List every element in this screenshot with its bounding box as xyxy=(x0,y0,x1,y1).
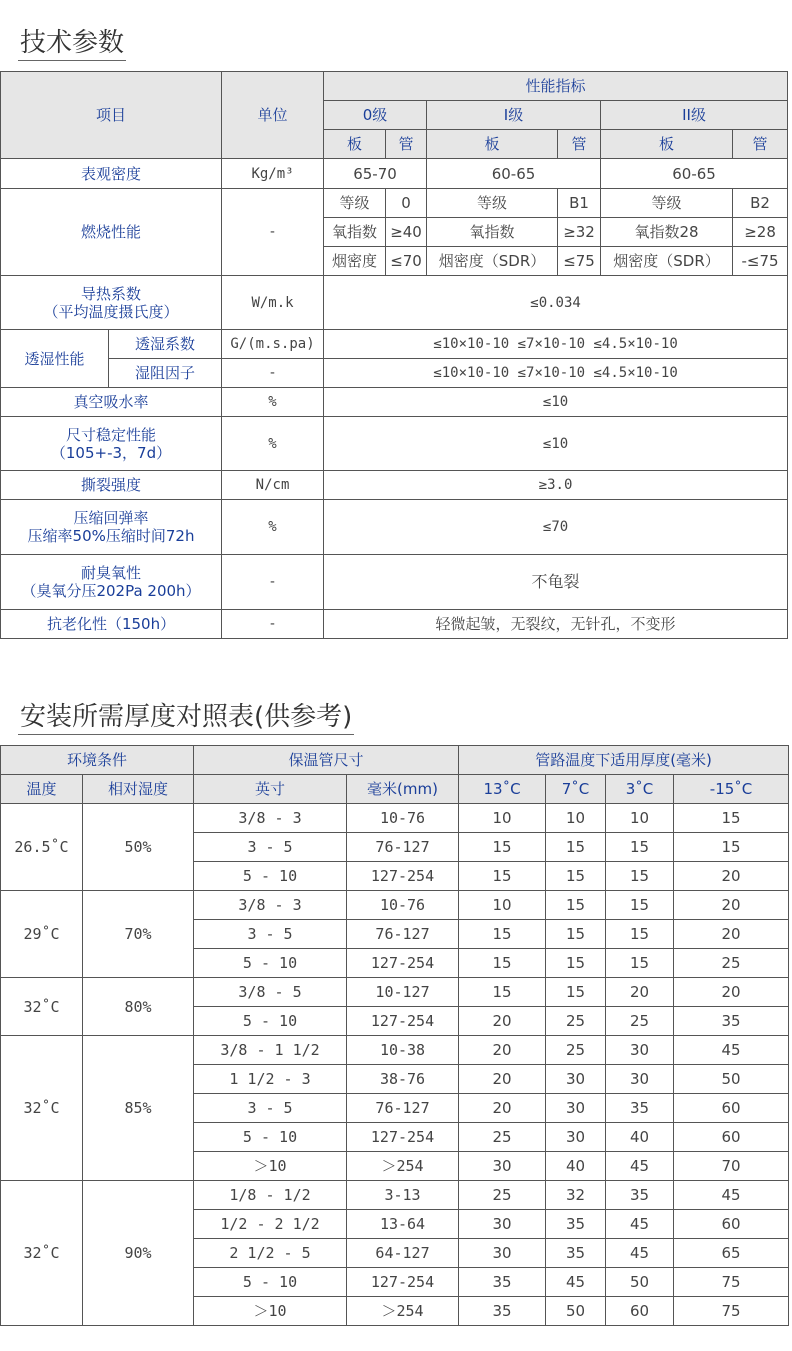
ozone-label-line2: （臭氧分压202Pa 200h） xyxy=(21,582,201,600)
burn-cell: 等级 xyxy=(427,189,558,218)
dimension-value: ≤10 xyxy=(324,417,788,471)
cell-minus15c: 15 xyxy=(674,833,789,862)
cell-13c: 10 xyxy=(459,891,546,920)
ozone-label xyxy=(1,555,222,610)
cell-3c: 15 xyxy=(606,833,674,862)
header-unit: 单位 xyxy=(222,72,324,159)
group-temperature: 26.5˚C xyxy=(1,804,83,891)
cell-inch: 5 - 10 xyxy=(194,949,347,978)
burn-cell: 烟密度（SDR） xyxy=(427,247,558,276)
dimension-label xyxy=(1,417,222,471)
table-row xyxy=(1,891,789,920)
burn-cell: 烟密度 xyxy=(324,247,386,276)
cell-7c: 15 xyxy=(546,891,606,920)
cell-13c: 10 xyxy=(459,804,546,833)
aging-label: 抗老化性（150h） xyxy=(1,610,222,639)
cell-13c: 20 xyxy=(459,1094,546,1123)
cell-minus15c: 60 xyxy=(674,1123,789,1152)
cell-mm: 3-13 xyxy=(347,1181,459,1210)
dimension-label-line1: 尺寸稳定性能 xyxy=(66,425,157,444)
cell-3c: 15 xyxy=(606,862,674,891)
cell-13c: 35 xyxy=(459,1297,546,1326)
cell-mm: 38-76 xyxy=(347,1065,459,1094)
cell-7c: 25 xyxy=(546,1007,606,1036)
header-minus15c: -15˚C xyxy=(674,775,789,804)
cell-minus15c: 75 xyxy=(674,1297,789,1326)
vacuum-unit: % xyxy=(222,388,324,417)
cell-3c: 15 xyxy=(606,920,674,949)
dimension-unit: % xyxy=(222,417,324,471)
cell-13c: 15 xyxy=(459,833,546,862)
density-grade1: 60-65 xyxy=(427,159,601,189)
compression-label-line1: 压缩回弹率 xyxy=(73,509,149,527)
tear-label: 撕裂强度 xyxy=(1,471,222,500)
cell-7c: 30 xyxy=(546,1094,606,1123)
header-inch: 英寸 xyxy=(194,775,347,804)
burn-cell: 氧指数28 xyxy=(601,218,733,247)
cell-7c: 30 xyxy=(546,1123,606,1152)
header-pipe: 管 xyxy=(386,130,427,159)
cell-mm: 10-76 xyxy=(347,804,459,833)
cell-mm: 127-254 xyxy=(347,949,459,978)
cell-3c: 15 xyxy=(606,949,674,978)
cell-7c: 40 xyxy=(546,1152,606,1181)
moisture-resist-value: ≤10×10-10 ≤7×10-10 ≤4.5×10-10 xyxy=(324,359,788,388)
group-temperature: 32˚C xyxy=(1,978,83,1036)
header-pipe: 管 xyxy=(733,130,788,159)
cell-mm: 127-254 xyxy=(347,1268,459,1297)
cell-3c: 45 xyxy=(606,1152,674,1181)
cell-7c: 15 xyxy=(546,862,606,891)
cell-13c: 15 xyxy=(459,949,546,978)
cell-3c: 30 xyxy=(606,1036,674,1065)
ozone-unit: - xyxy=(222,555,324,610)
header-3c: 3˚C xyxy=(606,775,674,804)
burn-cell: ≥32 xyxy=(558,218,601,247)
cell-13c: 20 xyxy=(459,1036,546,1065)
density-unit: Kg/m³ xyxy=(222,159,324,189)
tear-value: ≥3.0 xyxy=(324,471,788,500)
burn-cell: 烟密度（SDR） xyxy=(601,247,733,276)
cell-mm: ＞254 xyxy=(347,1152,459,1181)
cell-minus15c: 20 xyxy=(674,920,789,949)
table-row xyxy=(1,804,789,833)
header-grade-0: 0级 xyxy=(324,101,427,130)
header-board: 板 xyxy=(427,130,558,159)
cell-inch: ＞10 xyxy=(194,1297,347,1326)
header-board: 板 xyxy=(601,130,733,159)
aging-unit: - xyxy=(222,610,324,639)
cell-mm: 76-127 xyxy=(347,833,459,862)
cell-13c: 30 xyxy=(459,1239,546,1268)
cell-7c: 15 xyxy=(546,949,606,978)
burn-cell: 等级 xyxy=(324,189,386,218)
header-13c: 13˚C xyxy=(459,775,546,804)
cell-3c: 15 xyxy=(606,891,674,920)
compression-label-line2: 压缩率50%压缩时间72h xyxy=(27,527,195,545)
cell-7c: 50 xyxy=(546,1297,606,1326)
cell-3c: 35 xyxy=(606,1094,674,1123)
cell-mm: 127-254 xyxy=(347,862,459,891)
cell-minus15c: 20 xyxy=(674,978,789,1007)
cell-inch: 1 1/2 - 3 xyxy=(194,1065,347,1094)
header-pipe: 管 xyxy=(558,130,601,159)
burn-cell: 0 xyxy=(386,189,427,218)
aging-value: 轻微起皱，无裂纹，无针孔，不变形 xyxy=(324,610,788,639)
conductivity-unit: W/m.k xyxy=(222,276,324,330)
dimension-label-line2: （105+-3，7d） xyxy=(50,443,172,462)
compression-value: ≤70 xyxy=(324,500,788,555)
cell-7c: 35 xyxy=(546,1239,606,1268)
cell-mm: 13-64 xyxy=(347,1210,459,1239)
vacuum-label: 真空吸水率 xyxy=(1,388,222,417)
cell-13c: 25 xyxy=(459,1181,546,1210)
cell-minus15c: 45 xyxy=(674,1181,789,1210)
cell-13c: 15 xyxy=(459,862,546,891)
cell-mm: 10-76 xyxy=(347,891,459,920)
cell-minus15c: 15 xyxy=(674,804,789,833)
cell-minus15c: 50 xyxy=(674,1065,789,1094)
moisture-coef-unit: G/(m.s.pa) xyxy=(222,330,324,359)
burn-cell: ≥40 xyxy=(386,218,427,247)
cell-minus15c: 65 xyxy=(674,1239,789,1268)
cell-minus15c: 20 xyxy=(674,862,789,891)
cell-inch: ＞10 xyxy=(194,1152,347,1181)
conductivity-label xyxy=(1,276,222,330)
cell-7c: 10 xyxy=(546,804,606,833)
cell-7c: 30 xyxy=(546,1065,606,1094)
cell-7c: 15 xyxy=(546,833,606,862)
burn-cell: 氧指数 xyxy=(324,218,386,247)
cell-13c: 20 xyxy=(459,1065,546,1094)
header-board: 板 xyxy=(324,130,386,159)
cell-7c: 35 xyxy=(546,1210,606,1239)
cell-mm: 10-38 xyxy=(347,1036,459,1065)
burn-cell: ≤70 xyxy=(386,247,427,276)
cell-13c: 30 xyxy=(459,1210,546,1239)
density-label: 表观密度 xyxy=(1,159,222,189)
cell-minus15c: 60 xyxy=(674,1210,789,1239)
burn-cell: 氧指数 xyxy=(427,218,558,247)
compression-label xyxy=(1,500,222,555)
cell-minus15c: 75 xyxy=(674,1268,789,1297)
table-row xyxy=(1,1036,789,1065)
burn-cell: 等级 xyxy=(601,189,733,218)
cell-mm: 10-127 xyxy=(347,978,459,1007)
burn-cell: -≤75 xyxy=(733,247,788,276)
moisture-resist-label: 湿阻因子 xyxy=(109,359,222,388)
table-row xyxy=(1,978,789,1007)
cell-inch: 5 - 10 xyxy=(194,1268,347,1297)
cell-7c: 15 xyxy=(546,978,606,1007)
thickness-table xyxy=(0,745,789,1326)
table-row xyxy=(1,1181,789,1210)
cell-minus15c: 70 xyxy=(674,1152,789,1181)
cell-3c: 20 xyxy=(606,978,674,1007)
group-temperature: 32˚C xyxy=(1,1036,83,1181)
conductivity-value: ≤0.034 xyxy=(324,276,788,330)
group-humidity: 90% xyxy=(83,1181,194,1326)
cell-3c: 60 xyxy=(606,1297,674,1326)
cell-inch: 2 1/2 - 5 xyxy=(194,1239,347,1268)
ozone-value: 不龟裂 xyxy=(324,555,788,610)
density-grade0: 65-70 xyxy=(324,159,427,189)
moisture-label: 透湿性能 xyxy=(1,330,109,388)
cell-inch: 3/8 - 1 1/2 xyxy=(194,1036,347,1065)
ozone-label-line1: 耐臭氧性 xyxy=(81,564,142,582)
cell-3c: 45 xyxy=(606,1239,674,1268)
vacuum-value: ≤10 xyxy=(324,388,788,417)
cell-7c: 32 xyxy=(546,1181,606,1210)
group-temperature: 29˚C xyxy=(1,891,83,978)
tear-unit: N/cm xyxy=(222,471,324,500)
header-environment: 环境条件 xyxy=(1,746,194,775)
header-humidity: 相对湿度 xyxy=(83,775,194,804)
cell-13c: 35 xyxy=(459,1268,546,1297)
cell-13c: 25 xyxy=(459,1123,546,1152)
burn-label: 燃烧性能 xyxy=(1,189,222,276)
burn-cell: B1 xyxy=(558,189,601,218)
cell-13c: 15 xyxy=(459,920,546,949)
header-mm: 毫米(mm) xyxy=(347,775,459,804)
cell-7c: 25 xyxy=(546,1036,606,1065)
cell-inch: 3/8 - 3 xyxy=(194,891,347,920)
header-grade-1: I级 xyxy=(427,101,601,130)
group-humidity: 80% xyxy=(83,978,194,1036)
compression-unit: % xyxy=(222,500,324,555)
cell-7c: 15 xyxy=(546,920,606,949)
cell-3c: 45 xyxy=(606,1210,674,1239)
tech-params-table xyxy=(0,71,788,639)
cell-inch: 5 - 10 xyxy=(194,1123,347,1152)
cell-mm: 76-127 xyxy=(347,1094,459,1123)
header-item: 项目 xyxy=(1,72,222,159)
conductivity-label-line1: 导热系数 xyxy=(81,284,142,303)
tech-params-title: 技术参数 xyxy=(18,26,126,61)
cell-minus15c: 45 xyxy=(674,1036,789,1065)
cell-13c: 30 xyxy=(459,1152,546,1181)
header-temperature: 温度 xyxy=(1,775,83,804)
cell-13c: 15 xyxy=(459,978,546,1007)
moisture-coef-value: ≤10×10-10 ≤7×10-10 ≤4.5×10-10 xyxy=(324,330,788,359)
header-pipe-size: 保温管尺寸 xyxy=(194,746,459,775)
header-performance: 性能指标 xyxy=(324,72,788,101)
header-7c: 7˚C xyxy=(546,775,606,804)
cell-inch: 3/8 - 3 xyxy=(194,804,347,833)
group-humidity: 70% xyxy=(83,891,194,978)
burn-cell: ≥28 xyxy=(733,218,788,247)
cell-13c: 20 xyxy=(459,1007,546,1036)
cell-3c: 35 xyxy=(606,1181,674,1210)
cell-minus15c: 20 xyxy=(674,891,789,920)
cell-mm: 76-127 xyxy=(347,920,459,949)
cell-3c: 25 xyxy=(606,1007,674,1036)
cell-mm: 127-254 xyxy=(347,1123,459,1152)
cell-minus15c: 25 xyxy=(674,949,789,978)
cell-inch: 5 - 10 xyxy=(194,1007,347,1036)
moisture-resist-unit: - xyxy=(222,359,324,388)
cell-inch: 1/8 - 1/2 xyxy=(194,1181,347,1210)
group-humidity: 50% xyxy=(83,804,194,891)
burn-cell: ≤75 xyxy=(558,247,601,276)
cell-minus15c: 60 xyxy=(674,1094,789,1123)
header-grade-2: II级 xyxy=(601,101,788,130)
cell-mm: ＞254 xyxy=(347,1297,459,1326)
cell-mm: 127-254 xyxy=(347,1007,459,1036)
cell-inch: 3 - 5 xyxy=(194,1094,347,1123)
thickness-table-title: 安装所需厚度对照表(供参考) xyxy=(18,700,354,735)
cell-inch: 3 - 5 xyxy=(194,920,347,949)
cell-3c: 10 xyxy=(606,804,674,833)
burn-cell: B2 xyxy=(733,189,788,218)
moisture-coef-label: 透湿系数 xyxy=(109,330,222,359)
cell-inch: 3 - 5 xyxy=(194,833,347,862)
cell-7c: 45 xyxy=(546,1268,606,1297)
thickness-table-body xyxy=(1,804,789,1326)
cell-3c: 50 xyxy=(606,1268,674,1297)
cell-mm: 64-127 xyxy=(347,1239,459,1268)
cell-inch: 5 - 10 xyxy=(194,862,347,891)
cell-3c: 30 xyxy=(606,1065,674,1094)
conductivity-label-line2: （平均温度摄氏度） xyxy=(43,302,179,321)
group-temperature: 32˚C xyxy=(1,1181,83,1326)
burn-unit: - xyxy=(222,189,324,276)
cell-3c: 40 xyxy=(606,1123,674,1152)
cell-minus15c: 35 xyxy=(674,1007,789,1036)
header-thickness: 管路温度下适用厚度(毫米) xyxy=(459,746,789,775)
group-humidity: 85% xyxy=(83,1036,194,1181)
cell-inch: 3/8 - 5 xyxy=(194,978,347,1007)
density-grade2: 60-65 xyxy=(601,159,788,189)
cell-inch: 1/2 - 2 1/2 xyxy=(194,1210,347,1239)
